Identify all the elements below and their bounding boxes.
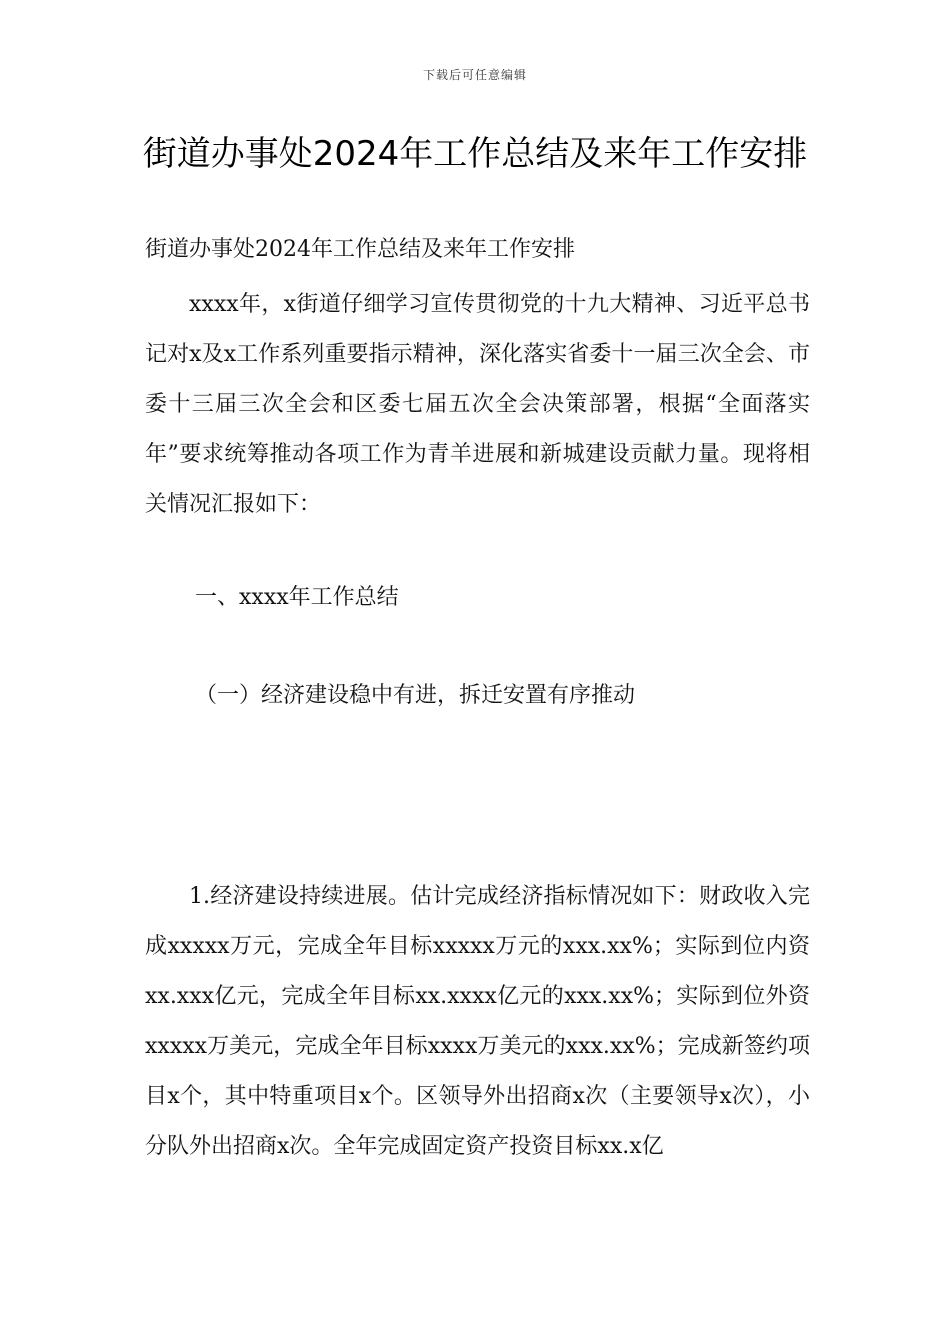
economy-paragraph: 1.经济建设持续进展。估计完成经济指标情况如下：财政收入完成xxxxx万元，完成全年目标xxxxx万元的xxx.xx%；实际到位内资xx.xxx亿元，完成全年目标xx.xxxx亿元的xxx.xx%；实际到位外资xxxxx万美元，完成全年目标xxxx万美元的xxx.xx%；完成新签约项目x个，其中特重项目x个。区领导外出招商x次（主要领导x次），小分队外出招商x次。全年完成固定资产投资目标xx.x亿 [145,884,810,1159]
document-title: 街道办事处2024年工作总结及来年工作安排 [142,134,808,174]
section-heading: 一、xxxx年工作总结 [195,585,399,610]
intro-paragraph: xxxx年，x街道仔细学习宣传贯彻党的十九大精神、习近平总书记对x及x工作系列重要指示精神，深化落实省委十一届三次全会、市委十三届三次全会和区委七届五次全会决策部署，根据“全面落实年”要求统筹推动各项工作为青羊进展和新城建设贡献力量。现将相关情况汇报如下： [145,292,810,517]
subsection-heading: （一）经济建设稳中有进，拆迁安置有序推动 [195,683,636,708]
document-subtitle: 街道办事处2024年工作总结及来年工作安排 [145,237,575,262]
page-header-note: 下载后可任意编辑 [422,68,527,82]
